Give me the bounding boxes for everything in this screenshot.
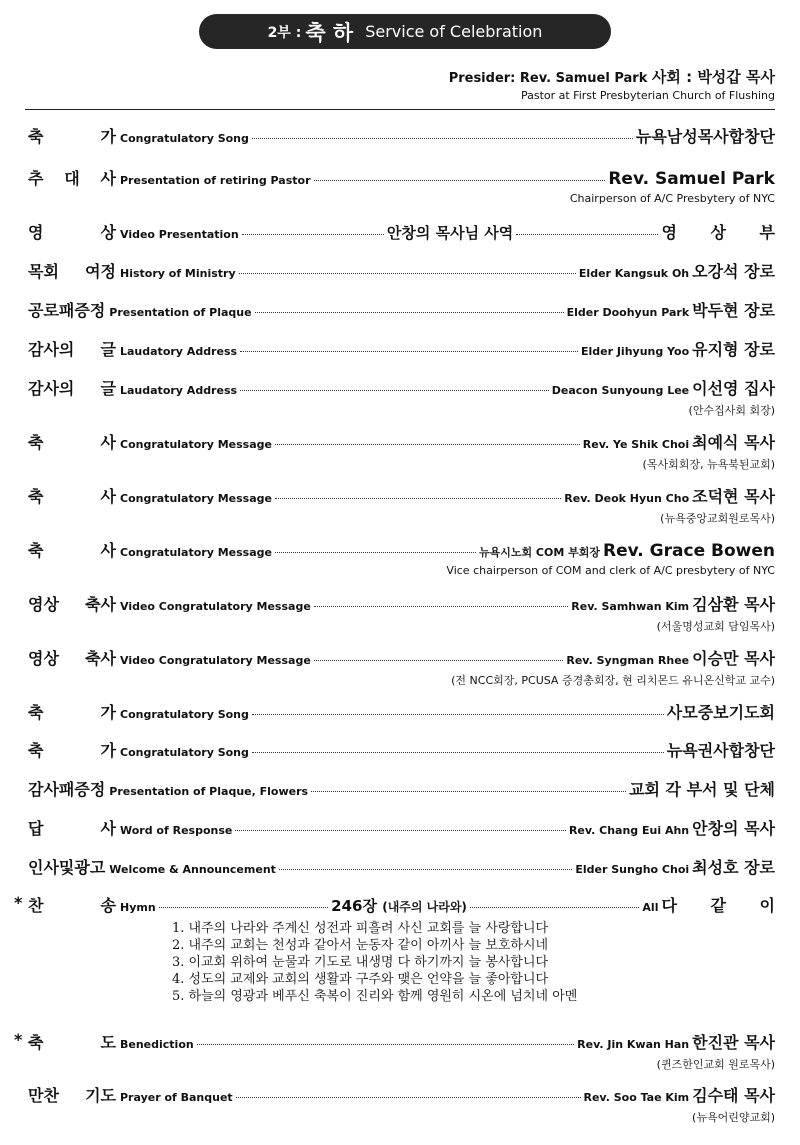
program-label-part: 감사의 [28, 340, 75, 359]
leader-dots [252, 714, 664, 715]
section-title-korean: 축 하 [305, 20, 354, 45]
header-divider [25, 109, 775, 110]
program-label-part: 증정 [74, 780, 106, 799]
hymn-verse: 5. 하늘의 영광과 베푸신 축복이 진리와 함께 영원히 시온에 넘치네 아멘 [172, 989, 578, 1004]
program-line [28, 484, 775, 507]
program-label [28, 700, 116, 723]
program-label-part: 광고 [74, 858, 106, 877]
program-label-part: 축 [28, 433, 44, 452]
program-label [28, 738, 116, 761]
program-label-part: 도 [100, 1033, 116, 1052]
presenter-name: 다 같 이 [661, 896, 789, 915]
program-line [28, 1030, 775, 1053]
presider-label: Presider: [448, 71, 516, 86]
program-description: Video Congratulatory Message [120, 600, 311, 613]
program-label-part: 공로패증정 [28, 301, 106, 320]
program-label-part: 대 [64, 169, 80, 188]
program-label-part: 축 [28, 127, 44, 146]
program-line [28, 1083, 775, 1106]
presenter-name: Rev. Grace Bowen [602, 541, 775, 561]
program-row [28, 298, 775, 321]
leader-dots [240, 351, 578, 352]
program-label-part: 감사의 [28, 379, 75, 398]
program-label [28, 220, 116, 243]
presenter-affiliation: (목사회회장, 뉴욕북된교회) [642, 458, 775, 471]
program-line [28, 376, 775, 399]
program-label [28, 816, 116, 839]
program-middle-main: 246장 [331, 897, 377, 915]
leader-dots [240, 390, 549, 391]
program-row [28, 259, 775, 282]
program-row [28, 124, 775, 147]
program-description: Laudatory Address [120, 345, 238, 358]
program-row [28, 166, 775, 205]
leader-dots [279, 869, 572, 870]
program-label [28, 376, 116, 399]
presenter-english-name: Rev. Deok Hyun Cho [564, 492, 690, 505]
leader-dots [314, 660, 564, 661]
presenter-affiliation: Chairperson of A/C Presbytery of NYC [569, 192, 775, 205]
program-label-part: 축사 [85, 649, 116, 668]
program-label [28, 166, 116, 189]
presenter-name: 이선영 집사 [692, 379, 775, 398]
hymn-verse: 1. 내주의 나라와 주계신 성전과 피흘려 사신 교회를 늘 사랑합니다 [172, 921, 549, 936]
program-label [28, 1030, 116, 1053]
program-label [28, 484, 116, 507]
program-label [28, 1083, 116, 1106]
program-description: Benediction [120, 1038, 194, 1051]
program-label-part: 답 [28, 819, 44, 838]
program-label-part: 축 [28, 703, 44, 722]
program-line [28, 592, 775, 615]
leader-dots [314, 180, 606, 181]
leader-dots [252, 138, 633, 139]
leader-dots [159, 907, 329, 908]
program-row [28, 1083, 775, 1125]
presenter-affiliation: (뉴욕중앙교회원로목사) [660, 512, 775, 525]
presenter-name: 사모중보기도회 [666, 703, 775, 722]
program-description: History of Ministry [120, 267, 236, 280]
program-line [28, 700, 775, 723]
leader-dots [242, 234, 384, 235]
presenter-name: 한진관 목사 [692, 1033, 775, 1052]
presenter-english-name: Elder Kangsuk Oh [578, 267, 690, 280]
program-label-part: 사 [100, 433, 116, 452]
program-row [14, 893, 789, 916]
program-label [28, 777, 105, 800]
section-title-english: Service of Celebration [365, 22, 543, 41]
program-line [28, 893, 789, 916]
program-row [28, 337, 775, 360]
leader-dots [275, 498, 561, 499]
program-description: Congratulatory Song [120, 746, 249, 759]
presenter-affiliation: (전 NCC회장, PCUSA 증경총회장, 현 리치몬드 유니온신학교 교수) [451, 674, 775, 687]
program-label [28, 124, 116, 147]
program-row [28, 700, 775, 723]
program-label-part: 글 [100, 379, 116, 398]
program-description: Presentation of retiring Pastor [120, 174, 311, 187]
presenter-english-name: Rev. Chang Eui Ahn [568, 824, 690, 837]
presenter-name: 조덕현 목사 [692, 487, 775, 506]
program-description: Video Congratulatory Message [120, 654, 311, 667]
program-row [28, 376, 775, 418]
program-line [28, 298, 775, 321]
leader-dots [236, 1097, 581, 1098]
presenter-name: 안창의 목사 [692, 819, 775, 838]
program-description: Hymn [120, 901, 156, 914]
hymn-verse: 4. 성도의 교제와 교회의 생활과 구주와 맺은 언약을 늘 좋아합니다 [172, 972, 549, 987]
presenter-english-name: Rev. Samhwan Kim [571, 600, 690, 613]
presenter-affiliation: (뉴욕어린양교회) [692, 1111, 775, 1124]
program-label-part: 축 [28, 541, 44, 560]
program-row [28, 538, 775, 577]
part-number: 2부 : [267, 24, 302, 41]
leader-dots [275, 444, 580, 445]
program-middle-note: (내주의 나라와) [382, 900, 467, 914]
program-label [28, 259, 116, 282]
program-label-part: 축 [28, 487, 44, 506]
program-label-part: 사 [100, 169, 116, 188]
hymn-verse: 3. 이교회 위하여 눈물과 기도로 내생명 다 하기까지 늘 봉사합니다 [172, 955, 549, 970]
leader-dots [255, 312, 564, 313]
presenter-english-name: 뉴욕시노회 COM 부회장 [478, 546, 600, 559]
program-label-part: 사 [100, 541, 116, 560]
program-row [28, 646, 775, 688]
program-description: Video Presentation [120, 228, 239, 241]
program-line [28, 337, 775, 360]
program-line [28, 124, 775, 147]
hymn-verse: 2. 내주의 교회는 천성과 같아서 눈동자 같이 아끼사 늘 보호하시네 [172, 938, 549, 953]
program-row [28, 220, 789, 243]
presenter-name: 뉴욕권사합창단 [666, 741, 775, 760]
program-row [28, 430, 775, 472]
program-line [28, 538, 775, 561]
program-label-part: 상 [100, 223, 116, 242]
presenter-english-name: All [642, 901, 659, 914]
presenter-name: 이승만 목사 [692, 649, 775, 668]
program-line [28, 166, 775, 189]
program-label-part: 사 [100, 819, 116, 838]
program-label-part: 찬 [28, 896, 44, 915]
program-label-part: 인사및 [28, 858, 75, 877]
program-row [28, 777, 775, 800]
leader-dots [314, 606, 569, 607]
presenter-english-name: Rev. Soo Tae Kim [583, 1091, 690, 1104]
section-banner [199, 14, 611, 49]
program-line [28, 816, 775, 839]
program-label [28, 646, 116, 669]
program-label-part: 추 [28, 169, 44, 188]
leader-dots [235, 830, 566, 831]
program-label-part: 축사 [85, 595, 116, 614]
program-label-part: 글 [100, 340, 116, 359]
presenter-affiliation: Vice chairperson of COM and clerk of A/C presbytery of NYC [446, 564, 775, 577]
program-description: Welcome & Announcement [109, 863, 276, 876]
program-label-part: 송 [100, 896, 116, 915]
program-label [28, 337, 116, 360]
leader-dots [239, 273, 576, 274]
presider-name-english: Rev. Samuel Park [519, 71, 648, 86]
presenter-english-name: Deacon Sunyoung Lee [551, 384, 690, 397]
presenter-name: 뉴욕남성목사합창단 [635, 127, 775, 146]
hymn-verses [172, 920, 577, 1005]
presider-block [449, 66, 775, 102]
presenter-english-name: Elder Doohyun Park [566, 306, 690, 319]
program-label-part: 영 [28, 223, 44, 242]
program-label [28, 538, 116, 561]
presenter-affiliation: (안수집사회 회장) [688, 404, 775, 417]
program-line [28, 738, 775, 761]
program-label-part: 사 [100, 487, 116, 506]
program-row [28, 816, 775, 839]
program-label-part: 여정 [85, 262, 116, 281]
leader-dots [516, 234, 658, 235]
program-description: Congratulatory Song [120, 708, 249, 721]
presenter-name: Rev. Samuel Park [608, 169, 775, 189]
program-row [28, 855, 775, 878]
program-label-part: 축 [28, 1033, 44, 1052]
program-description: Presentation of Plaque, Flowers [109, 785, 309, 798]
program-label-part: 감사패 [28, 780, 75, 799]
program-description: Presentation of Plaque [109, 306, 252, 319]
program-line [28, 855, 775, 878]
program-label-part: 축 [28, 741, 44, 760]
program-label [28, 592, 116, 615]
program-row [28, 484, 775, 526]
program-description: Congratulatory Message [120, 492, 272, 505]
presenter-name: 박두현 장로 [692, 301, 775, 320]
program-middle-main: 안창의 목사님 사역 [386, 224, 514, 242]
program-line [28, 259, 775, 282]
presenter-name: 최성호 장로 [692, 858, 775, 877]
program-middle-text [387, 222, 513, 243]
presider-name-korean: 사회 : 박성갑 목사 [651, 68, 775, 86]
program-label-part: 영상 [28, 595, 59, 614]
presenter-english-name: Rev. Ye Shik Choi [582, 438, 690, 451]
presenter-english-name: Elder Jihyung Yoo [580, 345, 690, 358]
asterisk-mark: * [14, 893, 23, 912]
program-description: Laudatory Address [120, 384, 238, 397]
program-line [28, 220, 789, 243]
program-label-part: 목회 [28, 262, 59, 281]
program-description: Prayer of Banquet [120, 1091, 233, 1104]
program-label [28, 893, 116, 916]
presenter-name: 영 상 부 [661, 223, 789, 242]
presenter-name: 오강석 장로 [692, 262, 775, 281]
presenter-name: 김삼환 목사 [692, 595, 775, 614]
presenter-english-name: Rev. Syngman Rhee [566, 654, 690, 667]
program-label-part: 만찬 [28, 1086, 59, 1105]
program-line [28, 646, 775, 669]
presenter-name: 김수태 목사 [692, 1086, 775, 1105]
program-label-part: 영상 [28, 649, 59, 668]
program-row [14, 1030, 775, 1072]
program-label-part: 가 [100, 127, 116, 146]
program-middle-text [331, 895, 467, 916]
program-description: Congratulatory Message [120, 546, 272, 559]
leader-dots [197, 1044, 574, 1045]
program-label [28, 298, 105, 321]
program-line [28, 430, 775, 453]
program-row [28, 738, 775, 761]
presenter-affiliation: (퀸즈한인교회 원로목사) [656, 1058, 775, 1071]
program-row [28, 592, 775, 634]
program-label [28, 430, 116, 453]
program-label-part: 기도 [85, 1086, 116, 1105]
presenter-english-name: Rev. Jin Kwan Han [577, 1038, 690, 1051]
asterisk-mark: * [14, 1030, 23, 1049]
program-label-part: 가 [100, 741, 116, 760]
presider-affiliation: Pastor at First Presbyterian Church of Flushing [520, 89, 775, 102]
program-description: Congratulatory Message [120, 438, 272, 451]
program-label-part: 가 [100, 703, 116, 722]
leader-dots [311, 791, 626, 792]
leader-dots [252, 752, 664, 753]
presenter-name: 유지형 장로 [692, 340, 775, 359]
program-description: Congratulatory Song [120, 132, 249, 145]
program-line [28, 777, 775, 800]
presenter-name: 교회 각 부서 및 단체 [629, 780, 775, 799]
program-label [28, 855, 105, 878]
leader-dots [275, 552, 476, 553]
presenter-english-name: Elder Sungho Choi [575, 863, 690, 876]
leader-dots [470, 907, 640, 908]
program-description: Word of Response [120, 824, 233, 837]
presenter-affiliation: (서울명성교회 담임목사) [656, 620, 775, 633]
presenter-name: 최예식 목사 [692, 433, 775, 452]
